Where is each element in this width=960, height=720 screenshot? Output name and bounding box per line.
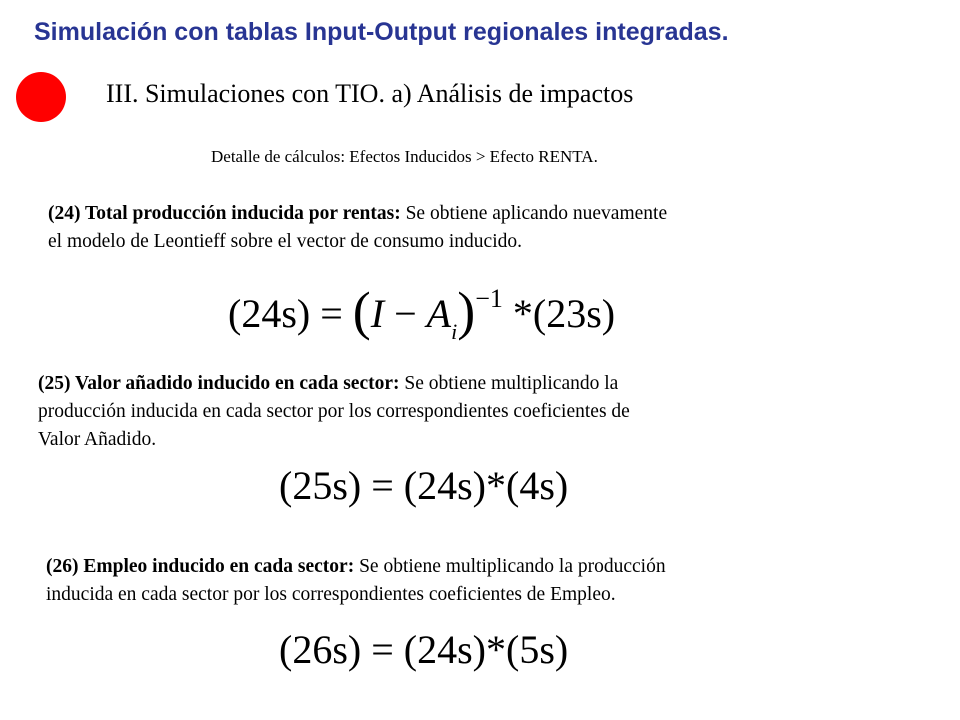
detail-caption: Detalle de cálculos: Efectos Inducidos > Efecto RENTA. (211, 147, 598, 166)
paragraph-24 (48, 200, 928, 256)
formula-24 (228, 282, 615, 343)
formula-25-a: (24s) (403, 463, 486, 508)
paragraph-26-line2: inducida en cada sector por los correspondientes coeficientes de Empleo. (46, 584, 616, 605)
paragraph-25 (38, 370, 918, 454)
paragraph-24-heading: (24) Total producción inducida por rentas: (48, 203, 401, 224)
formula-25-eq: = (371, 463, 394, 508)
formula-25-times: * (486, 463, 506, 508)
paragraph-26-line1: Se obtiene multiplicando la producción (354, 556, 666, 577)
paragraph-24-line2: el modelo de Leontieff sobre el vector de consumo inducido. (48, 231, 522, 252)
formula-25-b: (4s) (506, 463, 569, 508)
formula-25-lhs: (25s) (279, 463, 362, 508)
paragraph-25-heading: (25) Valor añadido inducido en cada sector: (38, 373, 400, 394)
paragraph-24-line1: Se obtiene aplicando nuevamente (400, 203, 668, 224)
formula-24-identity: I (370, 291, 385, 336)
formula-24-subscript: i (451, 319, 458, 344)
formula-24-close-paren: ) (457, 281, 476, 341)
formula-26-eq: = (371, 627, 394, 672)
formula-24-lhs: (24s) (228, 291, 311, 336)
formula-25 (279, 463, 569, 508)
section-subtitle: III. Simulaciones con TIO. a) Análisis de impactos (106, 79, 634, 108)
formula-26-lhs: (26s) (279, 627, 362, 672)
formula-24-exponent: −1 (475, 284, 503, 313)
formula-26-times: * (486, 627, 506, 672)
formula-24-matrix: A (426, 291, 452, 336)
formula-24-rhs: (23s) (532, 291, 616, 336)
red-circle-bullet-icon (16, 72, 66, 122)
paragraph-25-line3: Valor Añadido. (38, 429, 157, 450)
formula-26 (279, 627, 569, 672)
paragraph-26-heading: (26) Empleo inducido en cada sector: (46, 556, 355, 577)
formula-26-a: (24s) (403, 627, 486, 672)
formula-24-eq: = (320, 291, 343, 336)
formula-24-times: * (512, 291, 533, 336)
paragraph-26 (46, 553, 926, 609)
formula-24-open-paren: ( (352, 281, 371, 341)
paragraph-25-line1: Se obtiene multiplicando la (399, 373, 619, 394)
paragraph-25-line2: producción inducida en cada sector por los correspondientes coeficientes de (38, 401, 630, 422)
formula-24-minus: − (394, 291, 417, 336)
formula-26-b: (5s) (506, 627, 569, 672)
slide-title: Simulación con tablas Input-Output regionales integradas. (34, 18, 729, 46)
